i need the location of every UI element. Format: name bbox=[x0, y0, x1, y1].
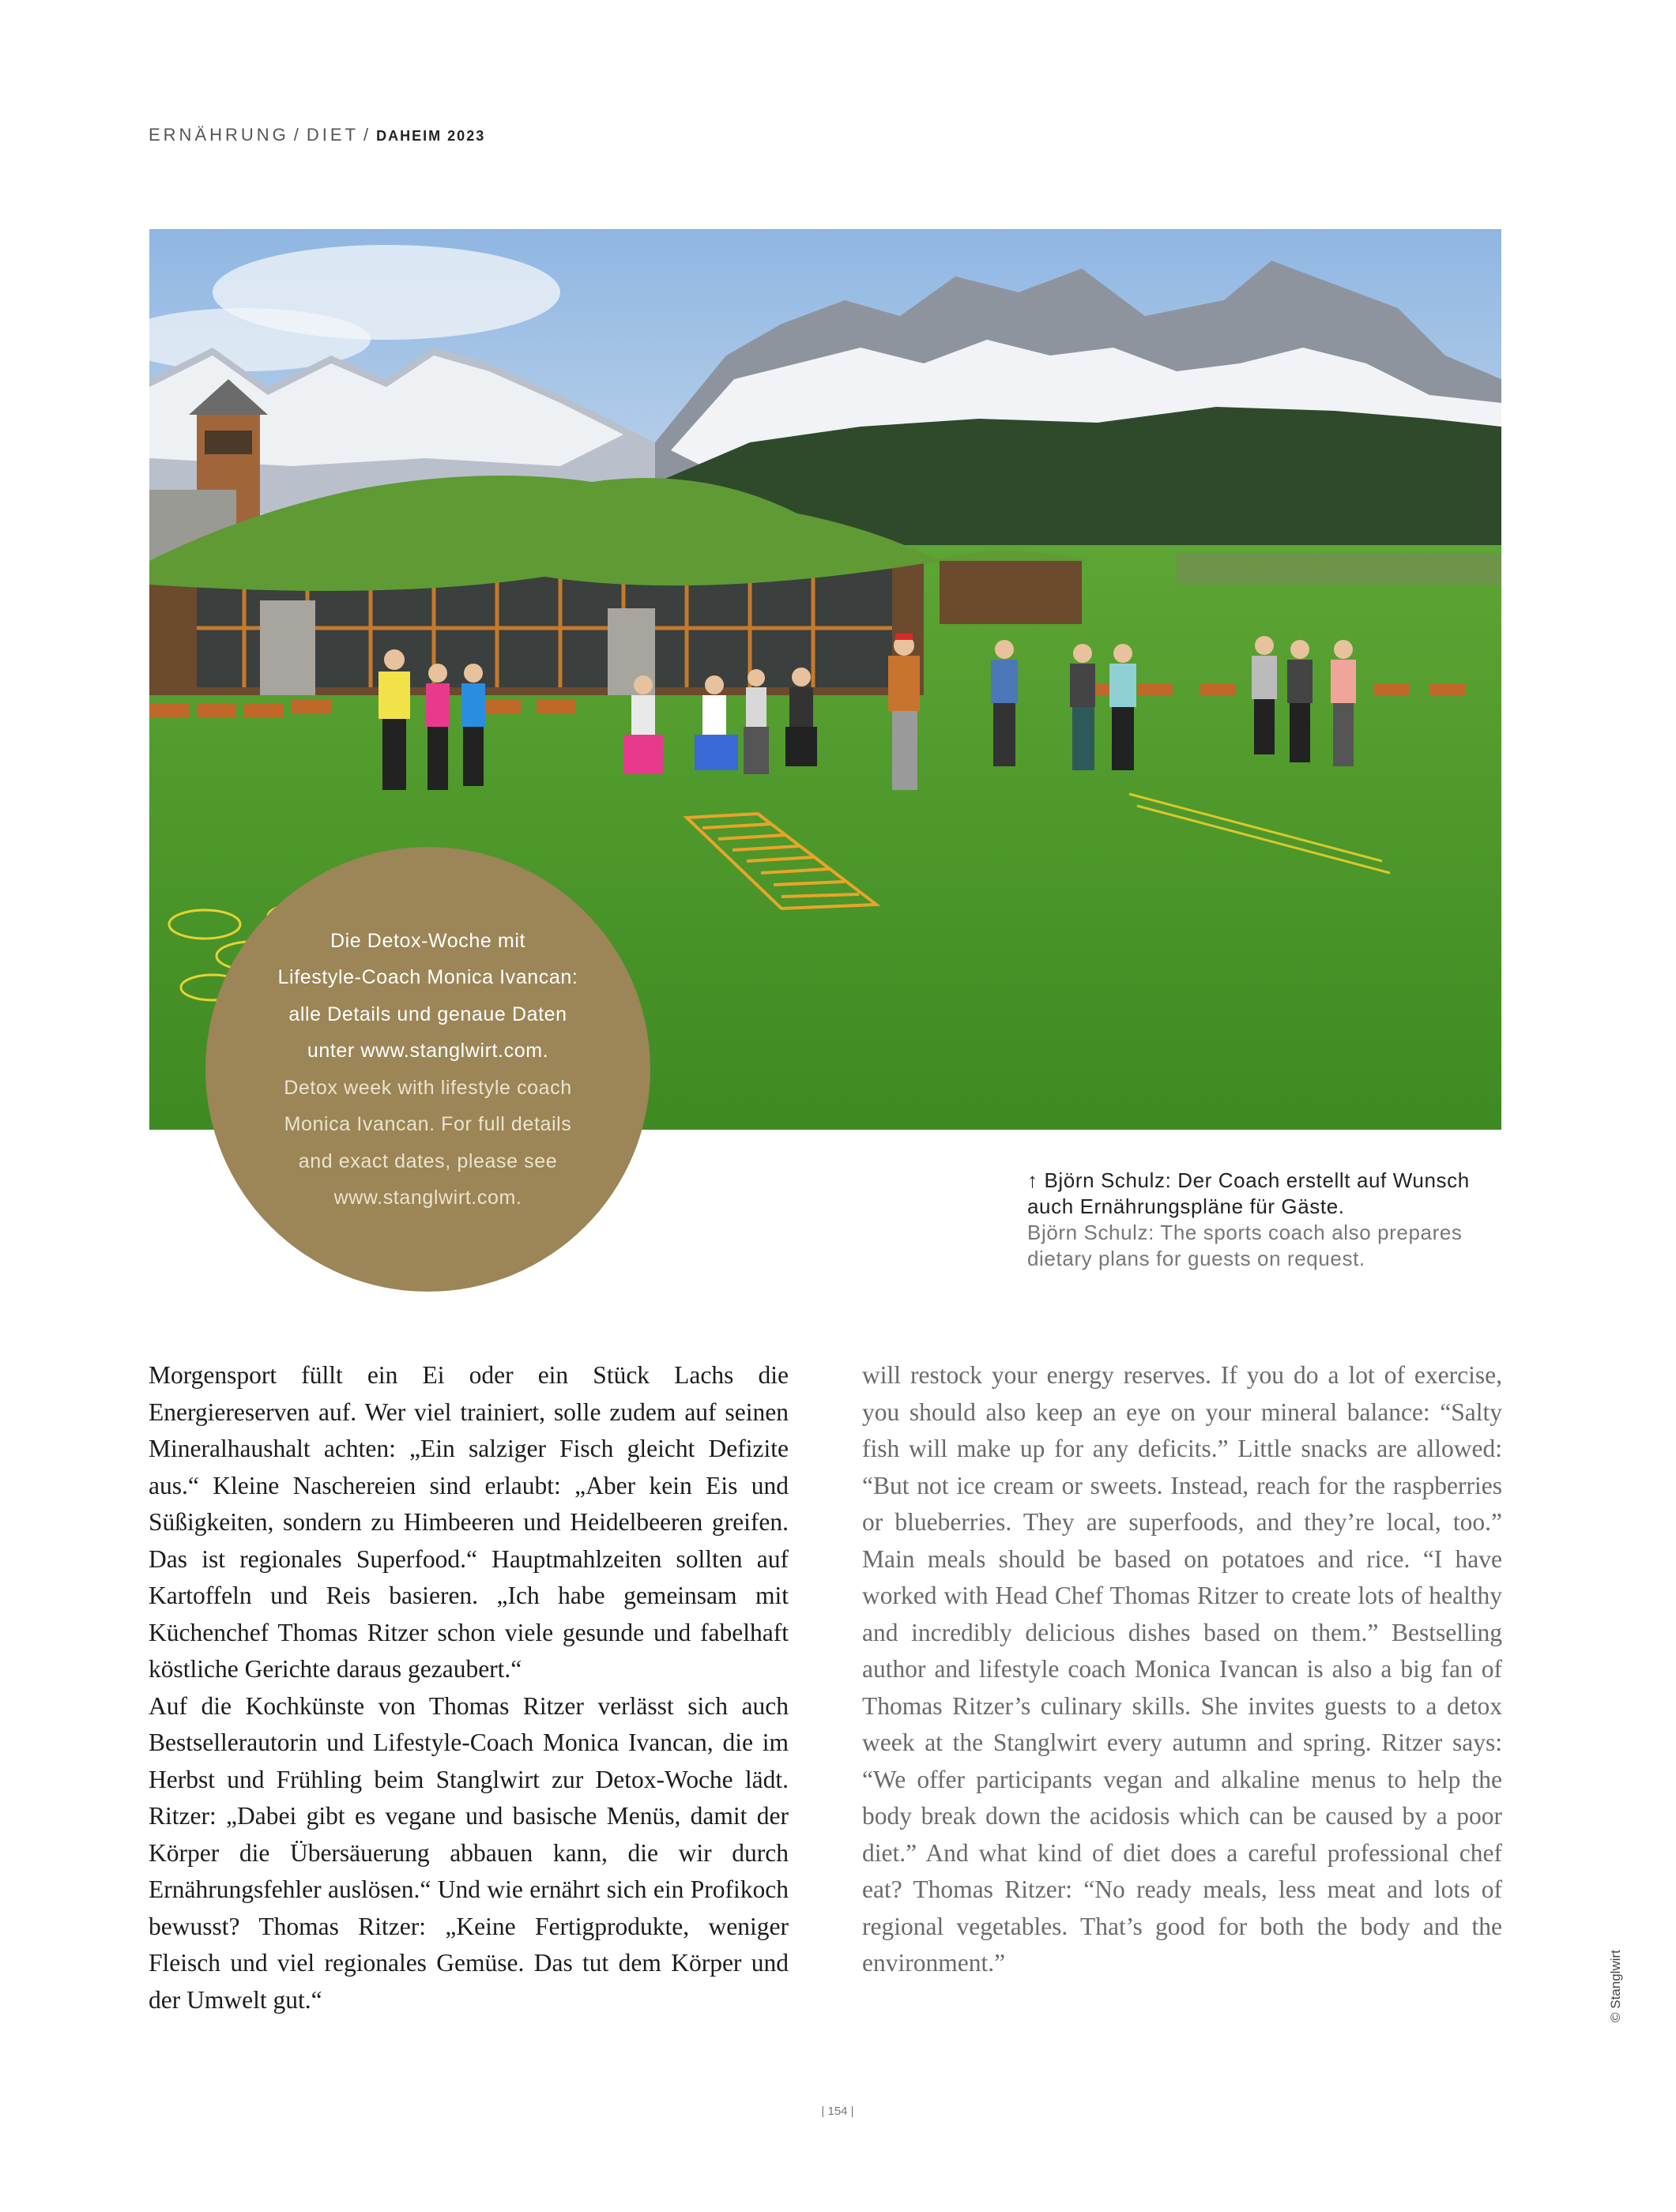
page-number-value: 154 bbox=[827, 2105, 848, 2118]
info-circle bbox=[205, 847, 650, 1292]
info-circle-en-line: www.stanglwirt.com. bbox=[333, 1187, 522, 1209]
body-paragraph-de: Auf die Kochkünste von Thomas Ritzer verlässt sich auch Bestsellerautorin und Lifestyle-Coach Monica Ivancan, die im Herbst und Frühling beim Stanglwirt zur Detox-Woche lädt. Ritzer: „Dabei gibt es vegane und basische Menüs, damit der Körper die Übersäuerung abbauen kann, die wir durch Ernährungsfehler auslösen.“ Und wie ernährt sich ein Profikoch bewusst? Thomas Ritzer: „Keine Fertigprodukte, weniger Fleisch und viel regionales Gemüse. Das tut dem Körper und der Umwelt gut.“ bbox=[149, 1691, 789, 2014]
info-circle-de-line: Lifestyle-Coach Monica Ivancan: bbox=[277, 966, 578, 988]
info-circle-de-line: unter www.stanglwirt.com. bbox=[307, 1040, 549, 1062]
info-circle-de-line: Die Detox-Woche mit bbox=[330, 929, 526, 952]
stone-pillar bbox=[260, 600, 315, 695]
photo-caption bbox=[1027, 1168, 1517, 1272]
arrow-up-icon: ↑ bbox=[1027, 1168, 1038, 1192]
info-circle-en-line: and exact dates, please see bbox=[298, 1149, 558, 1172]
publication-label: DAHEIM 2023 bbox=[376, 128, 486, 144]
building-right bbox=[940, 561, 1082, 624]
header-separator: / bbox=[293, 125, 302, 145]
caption-en: Björn Schulz: The sports coach also prepares dietary plans for guests on request. bbox=[1027, 1221, 1463, 1270]
header-separator-2: / bbox=[363, 125, 372, 145]
body-column-en bbox=[862, 1357, 1502, 1982]
caption-de bbox=[1027, 1168, 1517, 1220]
running-header bbox=[149, 125, 485, 145]
page-number: | 154 | bbox=[821, 2105, 854, 2118]
section-label-en: DIET bbox=[306, 125, 360, 145]
info-circle-en-line: Monica Ivancan. For full details bbox=[284, 1113, 572, 1135]
info-circle-de-line: alle Details und genaue Daten bbox=[288, 1003, 567, 1025]
body-paragraph-en: will restock your energy reserves. If you do a lot of exercise, you should also keep an eye on your mineral balance: “Salty fish will make up for any deficits.” Little snacks are allowed: “But not ice cream or sweets. Instead, reach for the raspberries or blueberries. They are superfoods, and they’re local, too.” Main meals should be based on potatoes and rice. “I have worked with Head Chef Thomas Ritzer to create lots of healthy and incredibly delicious dishes based on them.” Bestselling author and lifestyle coach Monica Ivancan is also a big fan of Thomas Ritzer’s culinary skills. She invites guests to a detox week at the Stanglwirt every autumn and spring. Ritzer says: “We offer participants vegan and alkaline menus to help the body break down the acidosis which can be caused by a poor diet.” And what kind of diet does a careful professional chef eat? Thomas Ritzer: “No ready meals, less meat and lots of regional vegetables. That’s good for both the body and the environment.” bbox=[862, 1361, 1502, 1977]
caption-de-text: Björn Schulz: Der Coach erstellt auf Wunsch auch Ernährungspläne für Gäste. bbox=[1027, 1168, 1470, 1218]
body-paragraph-de: Morgensport füllt ein Ei oder ein Stück Lachs die Energiereserven auf. Wer viel trainiert, solle zudem auf seinen Mineralhaushalt achten: „Ein salziger Fisch gleicht Defizite aus.“ Kleine Naschereien sind erlaubt: „Aber kein Eis und Süßigkeiten, sondern zu Himbeeren und Heidelbeeren greifen. Das ist regionales Superfood.“ Hauptmahlzeiten sollten auf Kartoffeln und Reis basieren. „Ich habe gemeinsam mit Küchenchef Thomas Ritzer schon viele gesunde und fabelhaft köstliche Gerichte daraus gezaubert.“ bbox=[149, 1361, 789, 1683]
photo-credit: © Stanglwirt bbox=[1608, 1950, 1623, 2022]
section-label: ERNÄHRUNG bbox=[149, 125, 289, 145]
body-column-de bbox=[149, 1357, 789, 2018]
info-circle-en-line: Detox week with lifestyle coach bbox=[284, 1076, 572, 1099]
